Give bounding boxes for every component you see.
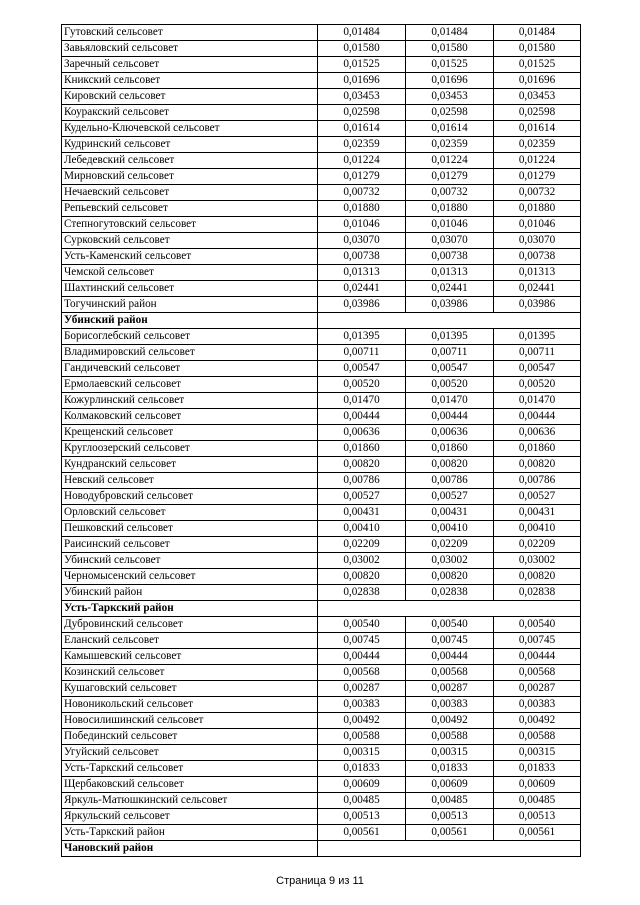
table-row (62, 361, 581, 377)
value-cell-3: 0,00520 (494, 377, 581, 393)
table-row (62, 377, 581, 393)
value-cell-1: 0,01880 (318, 201, 406, 217)
value-cell-1: 0,00444 (318, 409, 406, 425)
settlement-name: Степногутовский сельсовет (62, 217, 318, 233)
value-cell-3: 0,00527 (494, 489, 581, 505)
table-row (62, 473, 581, 489)
value-cell-1: 0,01833 (318, 761, 406, 777)
value-cell-2: 0,01880 (406, 201, 494, 217)
value-cell-2: 0,00547 (406, 361, 494, 377)
settlement-name: Лебедевский сельсовет (62, 153, 318, 169)
value-cell-1: 0,01470 (318, 393, 406, 409)
table-row (62, 537, 581, 553)
value-cell-2: 0,01860 (406, 441, 494, 457)
value-cell-2: 0,00431 (406, 505, 494, 521)
table-row (62, 505, 581, 521)
value-cell-3: 0,00444 (494, 409, 581, 425)
table-row (62, 169, 581, 185)
value-cell-3: 0,00540 (494, 617, 581, 633)
value-cell-1: 0,00738 (318, 249, 406, 265)
settlement-name: Кушаговский сельсовет (62, 681, 318, 697)
value-cell-1: 0,00786 (318, 473, 406, 489)
value-cell-1: 0,00820 (318, 457, 406, 473)
value-cell-3: 0,01833 (494, 761, 581, 777)
settlement-name: Чемской сельсовет (62, 265, 318, 281)
value-cell-2: 0,00820 (406, 457, 494, 473)
table-row (62, 217, 581, 233)
value-cell-3: 0,01279 (494, 169, 581, 185)
table-row (62, 457, 581, 473)
table-row (62, 729, 581, 745)
value-cell-1: 0,00588 (318, 729, 406, 745)
value-cell-2: 0,00711 (406, 345, 494, 361)
settlement-name: Шахтинский сельсовет (62, 281, 318, 297)
value-cell-3: 0,00711 (494, 345, 581, 361)
value-cell-2: 0,01484 (406, 25, 494, 41)
value-cell-2: 0,00732 (406, 185, 494, 201)
value-cell-2: 0,00540 (406, 617, 494, 633)
table-row (62, 393, 581, 409)
settlement-name: Усть-Каменский сельсовет (62, 249, 318, 265)
value-cell-2: 0,00383 (406, 697, 494, 713)
value-cell-1: 0,00711 (318, 345, 406, 361)
settlement-name: Угуйский сельсовет (62, 745, 318, 761)
table-row (62, 553, 581, 569)
value-cell-2: 0,00492 (406, 713, 494, 729)
table-row (62, 521, 581, 537)
value-cell-3: 0,02838 (494, 585, 581, 601)
empty-value-cell (318, 841, 581, 857)
value-cell-3: 0,01525 (494, 57, 581, 73)
value-cell-2: 0,03986 (406, 297, 494, 313)
settlement-name: Крещенский сельсовет (62, 425, 318, 441)
district-header-row (62, 313, 581, 329)
value-cell-1: 0,00513 (318, 809, 406, 825)
settlement-name: Новосилишинский сельсовет (62, 713, 318, 729)
value-cell-1: 0,00636 (318, 425, 406, 441)
settlement-name: Убинский сельсовет (62, 553, 318, 569)
settlement-name: Кундранский сельсовет (62, 457, 318, 473)
district-name: Усть-Таркский район (62, 601, 318, 617)
value-cell-1: 0,03002 (318, 553, 406, 569)
value-cell-1: 0,00609 (318, 777, 406, 793)
value-cell-1: 0,00527 (318, 489, 406, 505)
value-cell-3: 0,00786 (494, 473, 581, 489)
settlement-name: Кникский сельсовет (62, 73, 318, 89)
settlement-name: Убинский район (62, 585, 318, 601)
value-cell-1: 0,00732 (318, 185, 406, 201)
value-cell-2: 0,01395 (406, 329, 494, 345)
value-cell-2: 0,00315 (406, 745, 494, 761)
value-cell-3: 0,03070 (494, 233, 581, 249)
settlement-name: Козинский сельсовет (62, 665, 318, 681)
value-cell-3: 0,03453 (494, 89, 581, 105)
value-cell-1: 0,02209 (318, 537, 406, 553)
value-cell-1: 0,00383 (318, 697, 406, 713)
value-cell-3: 0,00315 (494, 745, 581, 761)
value-cell-2: 0,02359 (406, 137, 494, 153)
value-cell-1: 0,03986 (318, 297, 406, 313)
empty-value-cell (318, 313, 581, 329)
value-cell-3: 0,00547 (494, 361, 581, 377)
value-cell-2: 0,01224 (406, 153, 494, 169)
value-cell-1: 0,00492 (318, 713, 406, 729)
value-cell-3: 0,00636 (494, 425, 581, 441)
value-cell-2: 0,01046 (406, 217, 494, 233)
value-cell-3: 0,00738 (494, 249, 581, 265)
value-cell-3: 0,00492 (494, 713, 581, 729)
table-row (62, 441, 581, 457)
settlement-name: Яркульский сельсовет (62, 809, 318, 825)
value-cell-1: 0,00485 (318, 793, 406, 809)
table-row (62, 809, 581, 825)
table-row (62, 281, 581, 297)
table-row (62, 185, 581, 201)
value-cell-1: 0,00745 (318, 633, 406, 649)
table-row (62, 201, 581, 217)
table-row (62, 233, 581, 249)
coefficient-table (61, 24, 581, 857)
value-cell-2: 0,02838 (406, 585, 494, 601)
value-cell-3: 0,01484 (494, 25, 581, 41)
value-cell-2: 0,03002 (406, 553, 494, 569)
value-cell-1: 0,00540 (318, 617, 406, 633)
value-cell-1: 0,02441 (318, 281, 406, 297)
value-cell-1: 0,01860 (318, 441, 406, 457)
settlement-name: Усть-Таркский сельсовет (62, 761, 318, 777)
settlement-name: Нечаевский сельсовет (62, 185, 318, 201)
value-cell-2: 0,00444 (406, 649, 494, 665)
value-cell-3: 0,00820 (494, 457, 581, 473)
value-cell-1: 0,01046 (318, 217, 406, 233)
value-cell-3: 0,02209 (494, 537, 581, 553)
value-cell-2: 0,02598 (406, 105, 494, 121)
value-cell-3: 0,01860 (494, 441, 581, 457)
table-row (62, 633, 581, 649)
table-row (62, 265, 581, 281)
table-row (62, 649, 581, 665)
value-cell-3: 0,00444 (494, 649, 581, 665)
value-cell-3: 0,00410 (494, 521, 581, 537)
settlement-name: Коуракский сельсовет (62, 105, 318, 121)
table-row (62, 825, 581, 841)
value-cell-2: 0,00527 (406, 489, 494, 505)
settlement-name: Щербаковский сельсовет (62, 777, 318, 793)
value-cell-2: 0,00745 (406, 633, 494, 649)
settlement-name: Ермолаевский сельсовет (62, 377, 318, 393)
value-cell-2: 0,02441 (406, 281, 494, 297)
settlement-name: Пешковский сельсовет (62, 521, 318, 537)
value-cell-2: 0,01614 (406, 121, 494, 137)
value-cell-3: 0,00431 (494, 505, 581, 521)
value-cell-2: 0,01833 (406, 761, 494, 777)
page-footer: Страница 9 из 11 (276, 875, 364, 887)
table-row (62, 137, 581, 153)
value-cell-2: 0,00786 (406, 473, 494, 489)
value-cell-3: 0,00568 (494, 665, 581, 681)
settlement-name: Гандичевский сельсовет (62, 361, 318, 377)
value-cell-2: 0,00520 (406, 377, 494, 393)
value-cell-2: 0,00568 (406, 665, 494, 681)
value-cell-1: 0,01313 (318, 265, 406, 281)
settlement-name: Гутовский сельсовет (62, 25, 318, 41)
table-row (62, 25, 581, 41)
settlement-name: Дубровинский сельсовет (62, 617, 318, 633)
table-row (62, 569, 581, 585)
value-cell-1: 0,02598 (318, 105, 406, 121)
value-cell-3: 0,00588 (494, 729, 581, 745)
settlement-name: Орловский сельсовет (62, 505, 318, 521)
settlement-name: Репьевский сельсовет (62, 201, 318, 217)
settlement-name: Кудринский сельсовет (62, 137, 318, 153)
value-cell-1: 0,01484 (318, 25, 406, 41)
value-cell-3: 0,00287 (494, 681, 581, 697)
value-cell-2: 0,00588 (406, 729, 494, 745)
table-row (62, 665, 581, 681)
settlement-name: Усть-Таркский район (62, 825, 318, 841)
value-cell-3: 0,02441 (494, 281, 581, 297)
value-cell-1: 0,01580 (318, 41, 406, 57)
value-cell-2: 0,02209 (406, 537, 494, 553)
settlement-name: Борисоглебский сельсовет (62, 329, 318, 345)
value-cell-3: 0,01224 (494, 153, 581, 169)
value-cell-3: 0,01470 (494, 393, 581, 409)
value-cell-3: 0,00609 (494, 777, 581, 793)
value-cell-3: 0,00820 (494, 569, 581, 585)
table-row (62, 585, 581, 601)
table-row (62, 761, 581, 777)
value-cell-3: 0,01313 (494, 265, 581, 281)
settlement-name: Яркуль-Матюшкинский сельсовет (62, 793, 318, 809)
value-cell-1: 0,03070 (318, 233, 406, 249)
district-header-row (62, 601, 581, 617)
settlement-name: Раисинский сельсовет (62, 537, 318, 553)
value-cell-2: 0,01525 (406, 57, 494, 73)
empty-value-cell (318, 601, 581, 617)
settlement-name: Сурковский сельсовет (62, 233, 318, 249)
value-cell-3: 0,01880 (494, 201, 581, 217)
value-cell-3: 0,00513 (494, 809, 581, 825)
settlement-name: Завьяловский сельсовет (62, 41, 318, 57)
value-cell-3: 0,00732 (494, 185, 581, 201)
settlement-name: Мирновский сельсовет (62, 169, 318, 185)
table-row (62, 345, 581, 361)
table-row (62, 329, 581, 345)
district-header-row (62, 841, 581, 857)
value-cell-1: 0,03453 (318, 89, 406, 105)
value-cell-2: 0,00287 (406, 681, 494, 697)
table-row (62, 409, 581, 425)
table-row (62, 777, 581, 793)
value-cell-1: 0,02838 (318, 585, 406, 601)
table-row (62, 121, 581, 137)
value-cell-2: 0,00609 (406, 777, 494, 793)
settlement-name: Владимировский сельсовет (62, 345, 318, 361)
settlement-name: Новодубровский сельсовет (62, 489, 318, 505)
value-cell-2: 0,01696 (406, 73, 494, 89)
settlement-name: Тогучинский район (62, 297, 318, 313)
settlement-name: Побединский сельсовет (62, 729, 318, 745)
settlement-name: Невский сельсовет (62, 473, 318, 489)
table-row (62, 41, 581, 57)
table-row (62, 425, 581, 441)
value-cell-3: 0,02598 (494, 105, 581, 121)
value-cell-2: 0,01313 (406, 265, 494, 281)
value-cell-1: 0,01696 (318, 73, 406, 89)
district-name: Убинский район (62, 313, 318, 329)
settlement-name: Колмаковский сельсовет (62, 409, 318, 425)
value-cell-2: 0,00485 (406, 793, 494, 809)
table-row (62, 57, 581, 73)
value-cell-1: 0,00287 (318, 681, 406, 697)
value-cell-2: 0,00444 (406, 409, 494, 425)
table-row (62, 793, 581, 809)
value-cell-1: 0,00315 (318, 745, 406, 761)
table-row (62, 697, 581, 713)
table-row (62, 297, 581, 313)
value-cell-2: 0,00561 (406, 825, 494, 841)
value-cell-1: 0,01614 (318, 121, 406, 137)
value-cell-2: 0,01580 (406, 41, 494, 57)
value-cell-2: 0,03453 (406, 89, 494, 105)
table-row (62, 617, 581, 633)
value-cell-2: 0,03070 (406, 233, 494, 249)
value-cell-3: 0,01614 (494, 121, 581, 137)
settlement-name: Еланский сельсовет (62, 633, 318, 649)
settlement-name: Кудельно-Ключевской сельсовет (62, 121, 318, 137)
value-cell-3: 0,00485 (494, 793, 581, 809)
value-cell-3: 0,01696 (494, 73, 581, 89)
value-cell-2: 0,01279 (406, 169, 494, 185)
value-cell-3: 0,00561 (494, 825, 581, 841)
value-cell-1: 0,00561 (318, 825, 406, 841)
value-cell-1: 0,00568 (318, 665, 406, 681)
value-cell-2: 0,00636 (406, 425, 494, 441)
value-cell-2: 0,00410 (406, 521, 494, 537)
table-row (62, 489, 581, 505)
table-row (62, 745, 581, 761)
district-name: Чановский район (62, 841, 318, 857)
value-cell-1: 0,01224 (318, 153, 406, 169)
value-cell-3: 0,00383 (494, 697, 581, 713)
value-cell-1: 0,00820 (318, 569, 406, 585)
value-cell-1: 0,00431 (318, 505, 406, 521)
value-cell-3: 0,00745 (494, 633, 581, 649)
value-cell-1: 0,01279 (318, 169, 406, 185)
settlement-name: Круглоозерский сельсовет (62, 441, 318, 457)
value-cell-2: 0,00738 (406, 249, 494, 265)
settlement-name: Кожурлинский сельсовет (62, 393, 318, 409)
settlement-name: Заречный сельсовет (62, 57, 318, 73)
value-cell-1: 0,00410 (318, 521, 406, 537)
value-cell-3: 0,01580 (494, 41, 581, 57)
table-row (62, 105, 581, 121)
table-body (62, 25, 581, 857)
value-cell-3: 0,02359 (494, 137, 581, 153)
value-cell-1: 0,02359 (318, 137, 406, 153)
table-row (62, 153, 581, 169)
value-cell-3: 0,03986 (494, 297, 581, 313)
value-cell-2: 0,00513 (406, 809, 494, 825)
table-row (62, 681, 581, 697)
value-cell-2: 0,00820 (406, 569, 494, 585)
settlement-name: Новоникольский сельсовет (62, 697, 318, 713)
table-row (62, 89, 581, 105)
value-cell-2: 0,01470 (406, 393, 494, 409)
value-cell-1: 0,01395 (318, 329, 406, 345)
value-cell-3: 0,01046 (494, 217, 581, 233)
settlement-name: Черномысенский сельсовет (62, 569, 318, 585)
value-cell-1: 0,01525 (318, 57, 406, 73)
value-cell-3: 0,01395 (494, 329, 581, 345)
table-row (62, 249, 581, 265)
value-cell-1: 0,00547 (318, 361, 406, 377)
value-cell-3: 0,03002 (494, 553, 581, 569)
value-cell-1: 0,00520 (318, 377, 406, 393)
settlement-name: Кировский сельсовет (62, 89, 318, 105)
table-row (62, 713, 581, 729)
table-row (62, 73, 581, 89)
settlement-name: Камышевский сельсовет (62, 649, 318, 665)
value-cell-1: 0,00444 (318, 649, 406, 665)
